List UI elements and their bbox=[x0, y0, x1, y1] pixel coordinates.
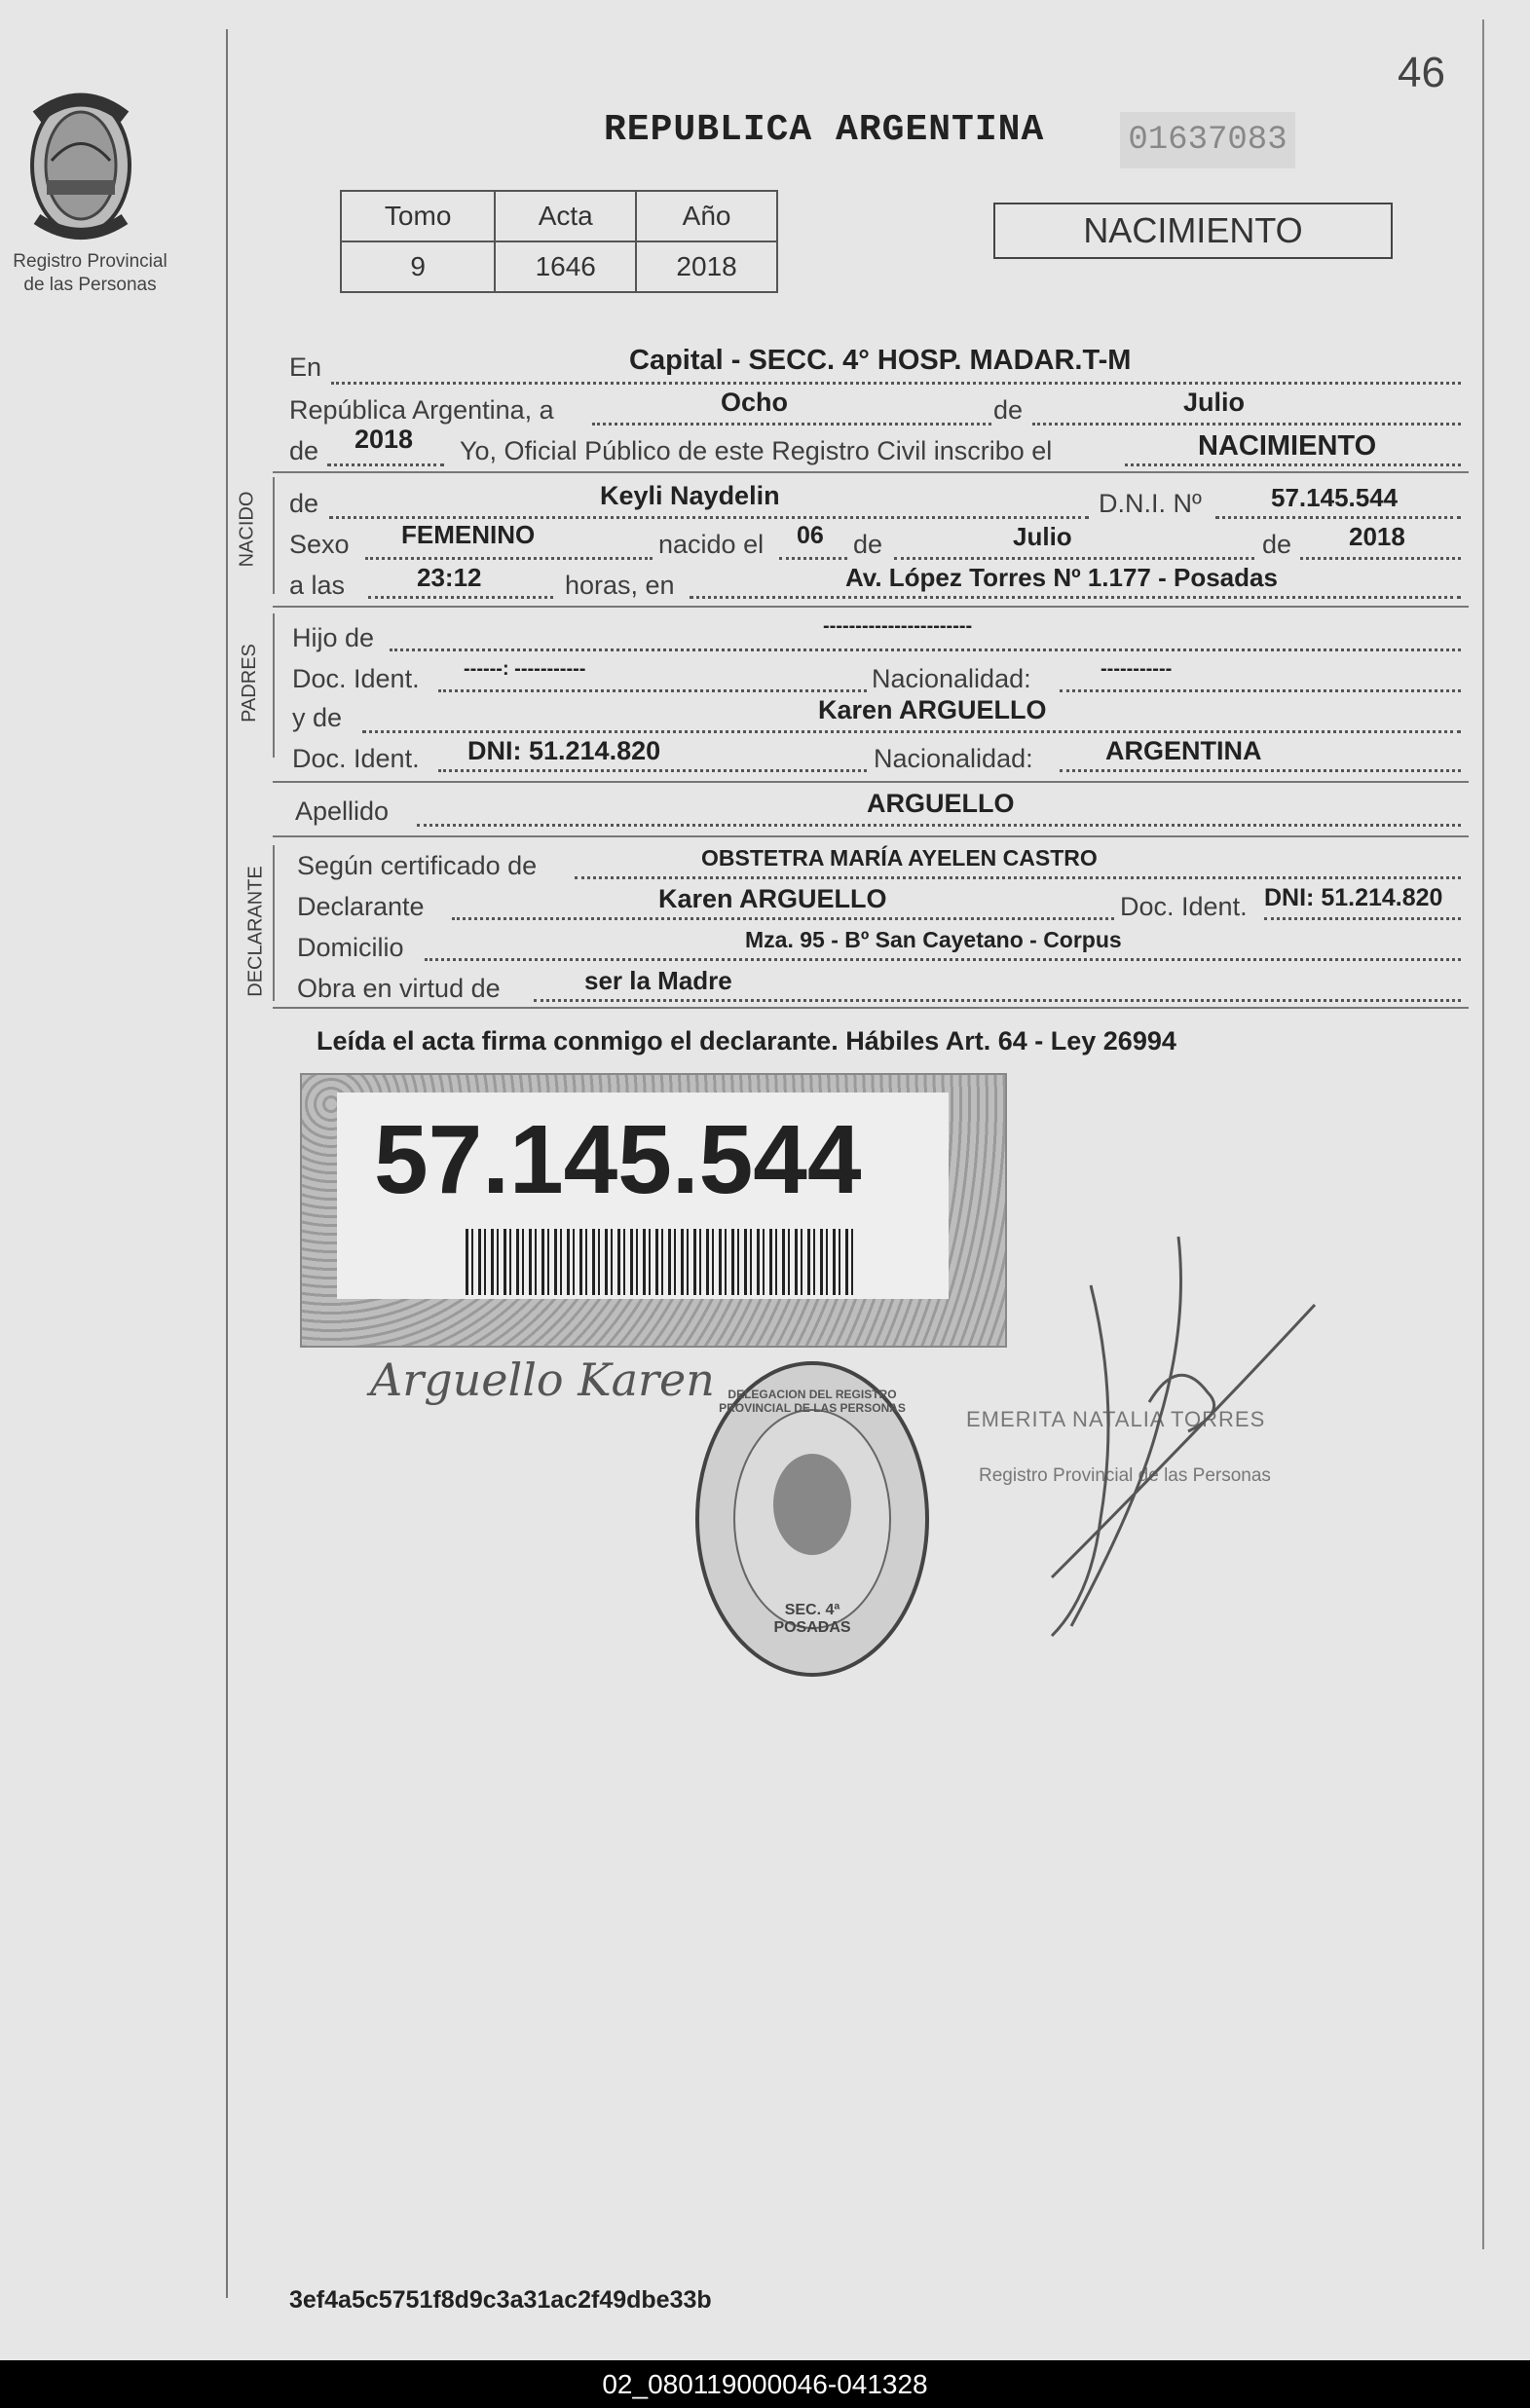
dni-sticker-inner bbox=[337, 1093, 949, 1299]
file-id-bar bbox=[0, 2360, 1530, 2408]
yde-label: y de bbox=[292, 703, 343, 732]
mother-doc-value: DNI: 51.214.820 bbox=[467, 736, 661, 765]
birth-place-value: Av. López Torres Nº 1.177 - Posadas bbox=[845, 563, 1278, 592]
hijo-label: Hijo de bbox=[292, 623, 375, 652]
nac2-label: Nacionalidad: bbox=[874, 744, 1033, 773]
dotted-line bbox=[1060, 689, 1461, 692]
birth-time-value: 23:12 bbox=[417, 563, 482, 592]
dotted-line bbox=[1125, 463, 1461, 466]
dotted-line bbox=[452, 917, 1114, 920]
declarant-signature bbox=[370, 1353, 715, 1406]
dotted-line bbox=[438, 689, 867, 692]
barcode-icon bbox=[466, 1229, 855, 1295]
doc2-label: Doc. Ident. bbox=[292, 744, 420, 773]
record-type-box: NACIMIENTO bbox=[993, 203, 1393, 259]
closing-text: Leída el acta firma conmigo el declarante. Hábiles Art. 64 - Ley 26994 bbox=[317, 1026, 1176, 1056]
dotted-line bbox=[1300, 557, 1461, 560]
sexo-label: Sexo bbox=[289, 530, 350, 559]
left-margin-line bbox=[226, 29, 228, 2298]
declarant-signature-text: Arguello Karen bbox=[370, 1353, 715, 1406]
acta-value: 1646 bbox=[495, 241, 636, 292]
decl-doc-label: Doc. Ident. bbox=[1120, 892, 1248, 921]
cert-label: Según certificado de bbox=[297, 851, 538, 880]
nacido-section-label: NACIDO bbox=[236, 491, 258, 568]
dotted-line bbox=[779, 557, 847, 560]
section-divider bbox=[273, 781, 1469, 783]
father-doc-value: ------: ----------- bbox=[464, 658, 586, 680]
dotted-line bbox=[575, 876, 1461, 879]
dni-sticker bbox=[300, 1073, 1007, 1348]
dotted-line bbox=[417, 824, 1461, 827]
document-hash: 3ef4a5c5751f8d9c3a31ac2f49dbe33b bbox=[289, 2286, 712, 2314]
dotted-line bbox=[1060, 769, 1461, 772]
section-divider bbox=[273, 606, 1469, 608]
dotted-line bbox=[690, 596, 1461, 599]
right-margin-line bbox=[1482, 19, 1484, 2249]
record-table bbox=[340, 190, 778, 293]
domicilio-value: Mza. 95 - Bº San Cayetano - Corpus bbox=[745, 927, 1122, 952]
dotted-line bbox=[331, 382, 1461, 385]
ano-header: Año bbox=[636, 191, 777, 241]
dotted-line bbox=[365, 557, 653, 560]
birth-de-label: de bbox=[853, 530, 883, 559]
official-stamp-office: Registro Provincial de las Personas bbox=[979, 1465, 1271, 1486]
coat-of-arms-icon bbox=[18, 88, 144, 243]
dotted-line bbox=[438, 769, 867, 772]
serial-number: 01637083 bbox=[1120, 112, 1295, 168]
father-value: ----------------------- bbox=[823, 615, 973, 637]
official-seal bbox=[691, 1358, 933, 1680]
apellido-value: ARGUELLO bbox=[867, 789, 1015, 818]
dotted-line bbox=[390, 648, 1461, 651]
official-signature bbox=[993, 1227, 1325, 1655]
mother-nationality-value: ARGENTINA bbox=[1105, 736, 1262, 765]
dni-label: D.N.I. Nº bbox=[1099, 489, 1202, 518]
declarant-doc-value: DNI: 51.214.820 bbox=[1264, 884, 1443, 911]
decl-label: Declarante bbox=[297, 892, 425, 921]
nacido-de-label: de bbox=[289, 489, 319, 518]
mother-value: Karen ARGUELLO bbox=[818, 695, 1047, 724]
dom-label: Domicilio bbox=[297, 933, 404, 962]
de2-label: de bbox=[289, 436, 319, 465]
cert-value: OBSTETRA MARÍA AYELEN CASTRO bbox=[701, 845, 1098, 871]
obra-label: Obra en virtud de bbox=[297, 974, 501, 1003]
dotted-line bbox=[1264, 917, 1461, 920]
official-stamp-name: EMERITA NATALIA TORRES bbox=[966, 1407, 1266, 1431]
month-value: Julio bbox=[1183, 388, 1246, 417]
act-value: NACIMIENTO bbox=[1198, 430, 1377, 462]
place-value: Capital - SECC. 4° HOSP. MADAR.T-M bbox=[629, 345, 1132, 376]
tomo-value: 9 bbox=[341, 241, 495, 292]
child-dni-value: 57.145.544 bbox=[1271, 483, 1399, 512]
horas-label: horas, en bbox=[565, 571, 675, 600]
sexo-value: FEMENINO bbox=[401, 520, 536, 549]
birth-month-value: Julio bbox=[1013, 522, 1072, 551]
dotted-line bbox=[362, 730, 1461, 733]
nacido-el-label: nacido el bbox=[658, 530, 765, 559]
dotted-line bbox=[1215, 516, 1461, 519]
section-divider bbox=[273, 1007, 1469, 1009]
birth-day-value: 06 bbox=[797, 522, 824, 549]
dotted-line bbox=[329, 516, 1089, 519]
year-value: 2018 bbox=[355, 425, 414, 454]
birth-de2-label: de bbox=[1262, 530, 1292, 559]
declarante-bracket bbox=[273, 845, 275, 1001]
child-name-value: Keyli Naydelin bbox=[600, 481, 780, 510]
dotted-line bbox=[368, 596, 553, 599]
logo-caption-line2: de las Personas bbox=[23, 275, 157, 295]
section-divider bbox=[273, 471, 1469, 473]
dotted-line bbox=[534, 999, 1461, 1002]
de-label: de bbox=[993, 395, 1024, 425]
dotted-line bbox=[327, 463, 444, 466]
dotted-line bbox=[592, 423, 991, 426]
page-number: 46 bbox=[1398, 49, 1445, 96]
document-title: REPUBLICA ARGENTINA bbox=[604, 109, 1045, 151]
father-nationality-value: ----------- bbox=[1101, 658, 1173, 680]
dotted-line bbox=[1032, 423, 1461, 426]
padres-section-label: PADRES bbox=[238, 644, 260, 722]
alas-label: a las bbox=[289, 571, 346, 600]
province-logo bbox=[18, 88, 144, 243]
birth-year-value: 2018 bbox=[1349, 522, 1405, 551]
apellido-label: Apellido bbox=[295, 796, 390, 826]
obra-value: ser la Madre bbox=[584, 966, 732, 995]
nac1-label: Nacionalidad: bbox=[872, 664, 1031, 693]
logo-caption-line1: Registro Provincial bbox=[13, 251, 168, 272]
seal-ring-text: DELEGACION DEL REGISTRO PROVINCIAL DE LAS PERSONAS bbox=[719, 1388, 906, 1415]
declarante-section-label: DECLARANTE bbox=[244, 866, 267, 997]
doc1-label: Doc. Ident. bbox=[292, 664, 420, 693]
seal-inner-text: SEC. 4ª POSADAS bbox=[773, 1602, 851, 1636]
dotted-line bbox=[425, 958, 1461, 961]
day-word-value: Ocho bbox=[721, 388, 789, 417]
dotted-line bbox=[894, 557, 1254, 560]
declarant-value: Karen ARGUELLO bbox=[658, 884, 887, 913]
official-text: Yo, Oficial Público de este Registro Civil inscribo el bbox=[460, 436, 1053, 465]
padres-bracket bbox=[273, 613, 275, 758]
file-id: 02_080119000046-041328 bbox=[602, 2369, 928, 2399]
section-divider bbox=[273, 835, 1469, 837]
acta-header: Acta bbox=[495, 191, 636, 241]
en-label: En bbox=[289, 352, 322, 382]
republic-label: República Argentina, a bbox=[289, 395, 554, 425]
ano-value: 2018 bbox=[636, 241, 777, 292]
tomo-header: Tomo bbox=[341, 191, 495, 241]
dni-sticker-number: 57.145.544 bbox=[374, 1105, 862, 1214]
nacido-bracket bbox=[273, 477, 275, 594]
